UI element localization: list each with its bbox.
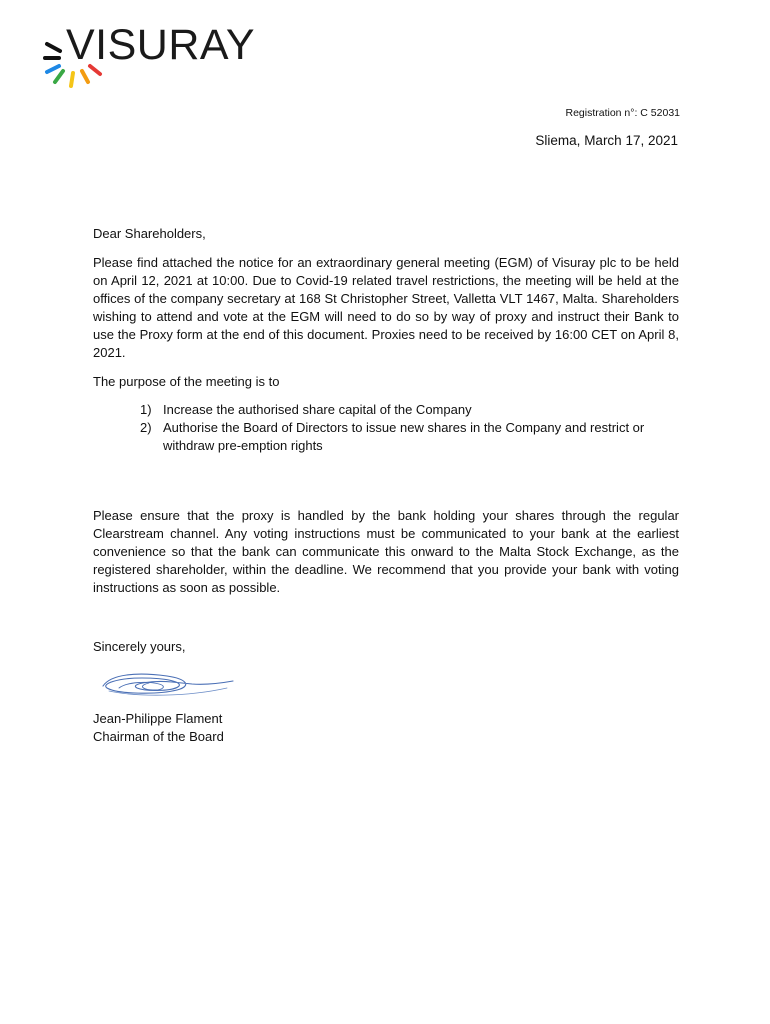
paragraph-proxy-instructions: Please ensure that the proxy is handled by the bank holding your shares through the regular Clearstream channel. Any voting instructions must be communicated to your bank at the earliest convenience so that the bank can communicate this onward to the Malta Stock Exchange, as the registered shareholder, within the deadline. We recommend that you provide your bank with voting instructions as soon as possible. — [93, 508, 679, 595]
salutation: Dear Shareholders, — [93, 226, 206, 241]
place-date: Sliema, March 17, 2021 — [535, 133, 678, 148]
paragraph-meeting-notice: Please find attached the notice for an extraordinary general meeting (EGM) of Visuray plc to be held on April 12, 2021 at 10:00. Due to Covid-19 related travel restrictions, the meeting will be held at the offices of the company secretary at 168 St Christopher Street, Valletta VLT 1467, Malta. Shareholders wishing to attend and vote at the EGM will need to do so by way of proxy and instruct their Bank to use the Proxy form at the end of this document. Proxies need to be received by 16:00 CET on April 8, 2021. — [93, 255, 679, 360]
letter-body — [93, 225, 679, 746]
signature-image — [97, 664, 237, 702]
list-item-text: Increase the authorised share capital of the Company — [163, 402, 472, 417]
closing: Sincerely yours, — [93, 639, 186, 654]
list-item — [140, 401, 679, 419]
purpose-list — [93, 401, 679, 455]
company-logo — [42, 22, 272, 94]
list-item-number: 1) — [140, 402, 152, 417]
registration-number: Registration n°: C 52031 — [565, 107, 680, 119]
list-item-text: Authorise the Board of Directors to issue new shares in the Company and restrict or withdraw pre-emption rights — [163, 420, 645, 453]
logo-wordmark: VISURAY — [66, 21, 256, 69]
list-item — [140, 419, 679, 455]
spacer — [93, 455, 679, 507]
signatory-title: Chairman of the Board — [93, 729, 224, 744]
signatory-name: Jean-Philippe Flament — [93, 711, 223, 726]
list-item-number: 2) — [140, 420, 152, 435]
purpose-intro: The purpose of the meeting is to — [93, 374, 280, 389]
